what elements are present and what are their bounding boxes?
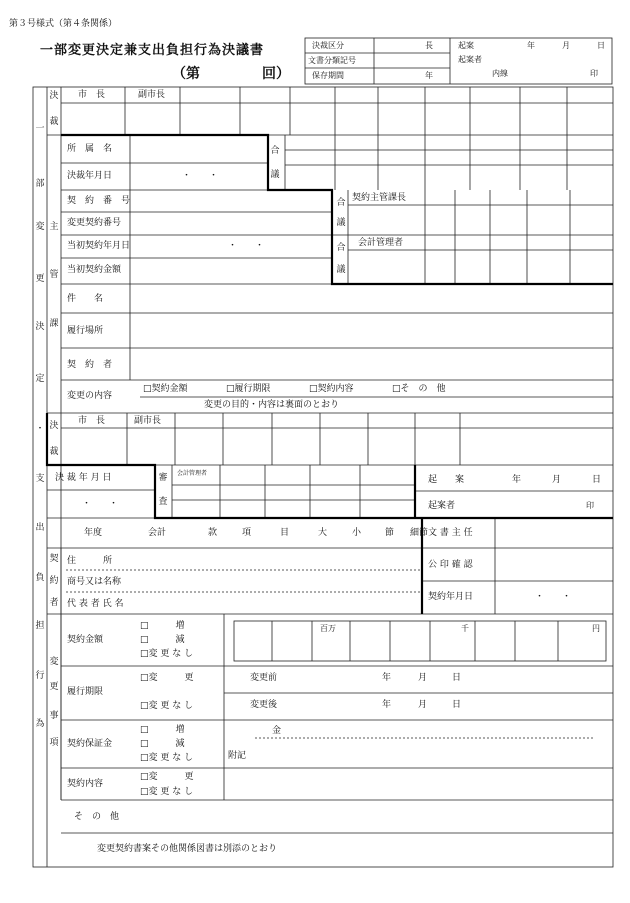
sonota-label: そ の 他 xyxy=(74,812,120,822)
henko-note: 変更の目的・内容は裏面のとおり xyxy=(204,400,340,410)
budget-kou: 項 xyxy=(242,528,252,538)
kigen-nashi[interactable]: □変 更 な し xyxy=(140,701,194,711)
shinsa-label: 査 xyxy=(158,497,168,507)
henko-jiko-label: 項 xyxy=(49,738,59,748)
kian-month: 月 xyxy=(562,41,570,50)
shicho-label: 市 長 xyxy=(78,90,106,100)
shicho2-label: 市 長 xyxy=(78,416,106,426)
kigen-label: 履行期限 xyxy=(67,687,104,697)
gogi2-label: 議 xyxy=(336,218,346,228)
side-char: 更 xyxy=(35,274,45,284)
side-char: 定 xyxy=(35,374,45,384)
kenmei-label: 件 名 xyxy=(67,294,104,304)
contractor-label: 者 xyxy=(49,598,59,608)
ato-day: 日 xyxy=(452,700,462,710)
check-keiyaku-kingaku[interactable]: □契約金額 xyxy=(143,384,188,394)
kessai2-label: 裁 xyxy=(49,447,59,457)
kaikei-kanrisha-label: 会計管理者 xyxy=(358,238,404,248)
kessai1-label: 決 xyxy=(49,91,59,101)
budget-kan: 款 xyxy=(208,528,218,538)
round-open: （第 xyxy=(172,66,200,82)
kessai-date-dots: ・ ・ xyxy=(182,171,219,181)
cho-label: 長 xyxy=(425,41,433,50)
keiyaku-bango-label: 契 約 番 号 xyxy=(67,196,131,206)
shukan-label: 課 xyxy=(49,319,59,329)
gogi3-label: 合 xyxy=(336,243,346,253)
budget-saisetsu: 細節 xyxy=(410,528,429,538)
kessai2-date-label: 決 裁 年 月 日 xyxy=(55,473,112,483)
henko-mae-label: 変更前 xyxy=(250,673,278,683)
footer-note: 変更契約書案その他関係図書は別添のとおり xyxy=(97,844,278,854)
round-close: 回） xyxy=(262,66,290,82)
check-rikou-kigen[interactable]: □履行期限 xyxy=(226,384,271,394)
henko-ato-label: 変更後 xyxy=(250,700,278,710)
hoshokin-gen[interactable]: □ 減 xyxy=(140,739,185,749)
gogi3-label: 議 xyxy=(336,265,346,275)
kessai2-seal: 印 xyxy=(586,501,594,510)
side-char: 出 xyxy=(35,523,45,533)
keiyaku-date-dots: ・ ・ xyxy=(535,592,572,602)
kaikei-shinsa-label: 会計管理者 xyxy=(177,470,208,477)
shogo-label: 商号又は名称 xyxy=(67,577,122,587)
kessai-date-label: 決裁年月日 xyxy=(67,171,113,181)
kiansha-label: 起案者 xyxy=(458,55,482,64)
mae-year: 年 xyxy=(382,673,392,683)
budget-setsu: 節 xyxy=(385,528,395,538)
fuki-label: 附記 xyxy=(228,751,247,761)
naisen-label: 内線 xyxy=(492,69,508,78)
tosho-date-dots: ・ ・ xyxy=(228,241,265,251)
side-char: 負 xyxy=(35,573,45,583)
document-title: 一部変更決定兼支出負担行為決議書 xyxy=(40,43,265,58)
keiyaku-date-label: 契約年月日 xyxy=(428,592,474,602)
naiyo-label: 契約内容 xyxy=(67,779,104,789)
side-char: 変 xyxy=(35,222,45,232)
unit-sen: 千 xyxy=(461,624,469,633)
henko-jiko-label: 変 xyxy=(49,657,59,667)
contractor-label: 契 xyxy=(49,554,59,564)
henko-bango-label: 変更契約番号 xyxy=(67,218,122,228)
shinsa-label: 審 xyxy=(158,473,168,483)
side-char: 行 xyxy=(35,671,45,681)
unit-hyakuman: 百万 xyxy=(320,624,336,633)
bunsho-shunin-label: 文 書 主 任 xyxy=(428,528,473,538)
kessai-kubun-label: 決裁区分 xyxy=(312,41,344,50)
gogi-label: 合 xyxy=(270,146,280,156)
kian-day: 日 xyxy=(597,41,605,50)
kingaku-label: 契約金額 xyxy=(67,635,104,645)
kessai2-day: 日 xyxy=(592,475,602,485)
ato-year: 年 xyxy=(382,700,392,710)
kin-label: 金 xyxy=(272,726,282,736)
kessai2-label: 決 xyxy=(49,421,59,431)
ato-month: 月 xyxy=(418,700,428,710)
henko-naiyo-label: 変更の内容 xyxy=(67,391,113,401)
side-char: 一 xyxy=(35,124,45,134)
daihyo-label: 代 表 者 氏 名 xyxy=(67,599,124,609)
kian-label: 起案 xyxy=(458,41,474,50)
hozon-nen-label: 年 xyxy=(425,71,433,80)
check-keiyaku-naiyo[interactable]: □契約内容 xyxy=(309,384,354,394)
kigen-henko[interactable]: □変 更 xyxy=(140,673,194,683)
hozon-kikan-label: 保存期間 xyxy=(312,71,344,80)
henko-jiko-label: 更 xyxy=(49,682,59,692)
budget-kaikei: 会計 xyxy=(148,528,167,538)
hoshokin-nashi[interactable]: □変 更 な し xyxy=(140,753,194,763)
budget-nendo: 年度 xyxy=(84,528,103,538)
naiyo-henko[interactable]: □変 更 xyxy=(140,772,194,782)
kessai2-kiansha-label: 起案者 xyxy=(428,501,456,511)
side-char: 為 xyxy=(35,719,45,729)
mae-month: 月 xyxy=(418,673,428,683)
shukan-label: 管 xyxy=(49,270,59,280)
side-char: 部 xyxy=(35,179,45,189)
shukan-label: 主 xyxy=(49,222,59,232)
gogi2-label: 合 xyxy=(336,198,346,208)
side-char: 支 xyxy=(35,474,45,484)
fukushicho-label: 副市長 xyxy=(138,90,166,100)
kian-year: 年 xyxy=(527,41,535,50)
check-sonota[interactable]: □そ の 他 xyxy=(392,384,446,394)
henko-jiko-label: 事 xyxy=(49,711,59,721)
kingaku-nashi[interactable]: □変 更 な し xyxy=(140,649,194,659)
form-number: 第３号様式（第４条関係） xyxy=(9,19,118,29)
side-char: ・ xyxy=(35,424,45,434)
budget-dai: 大 xyxy=(318,528,328,538)
keiyaku-kacho-label: 契約主管課長 xyxy=(352,193,407,203)
basho-label: 履行場所 xyxy=(67,326,104,336)
kingaku-zou[interactable]: □ 増 xyxy=(140,621,185,631)
contractor-label: 約 xyxy=(49,576,59,586)
kessai2-year: 年 xyxy=(512,475,522,485)
kingaku-gen[interactable]: □ 減 xyxy=(140,635,185,645)
keiyakusha-label: 契 約 者 xyxy=(67,360,113,370)
kessai1-label: 裁 xyxy=(49,117,59,127)
unit-en: 円 xyxy=(592,624,600,633)
tosho-kingaku-label: 当初契約金額 xyxy=(67,265,122,275)
jusho-label: 住 所 xyxy=(67,556,113,566)
tosho-date-label: 当初契約年月日 xyxy=(67,241,131,251)
kessai2-date-dots: ・ ・ xyxy=(82,499,119,509)
gogi-label: 議 xyxy=(270,170,280,180)
hoshokin-label: 契約保証金 xyxy=(67,739,113,749)
budget-moku: 目 xyxy=(280,528,290,538)
bunsho-kigo-label: 文書分類記号 xyxy=(308,56,356,65)
kessai2-kian-label: 起 案 xyxy=(428,475,465,485)
mae-day: 日 xyxy=(452,673,462,683)
koin-kakunin-label: 公 印 確 認 xyxy=(428,560,473,570)
hoshokin-zou[interactable]: □ 増 xyxy=(140,725,185,735)
fukushicho2-label: 副市長 xyxy=(134,416,162,426)
budget-sho: 小 xyxy=(352,528,362,538)
side-char: 担 xyxy=(35,621,45,631)
side-char: 決 xyxy=(35,322,45,332)
shozoku-label: 所 属 名 xyxy=(67,144,113,154)
naiyo-nashi[interactable]: □変 更 な し xyxy=(140,787,194,797)
seal-label: 印 xyxy=(590,69,598,78)
kessai2-month: 月 xyxy=(552,475,562,485)
